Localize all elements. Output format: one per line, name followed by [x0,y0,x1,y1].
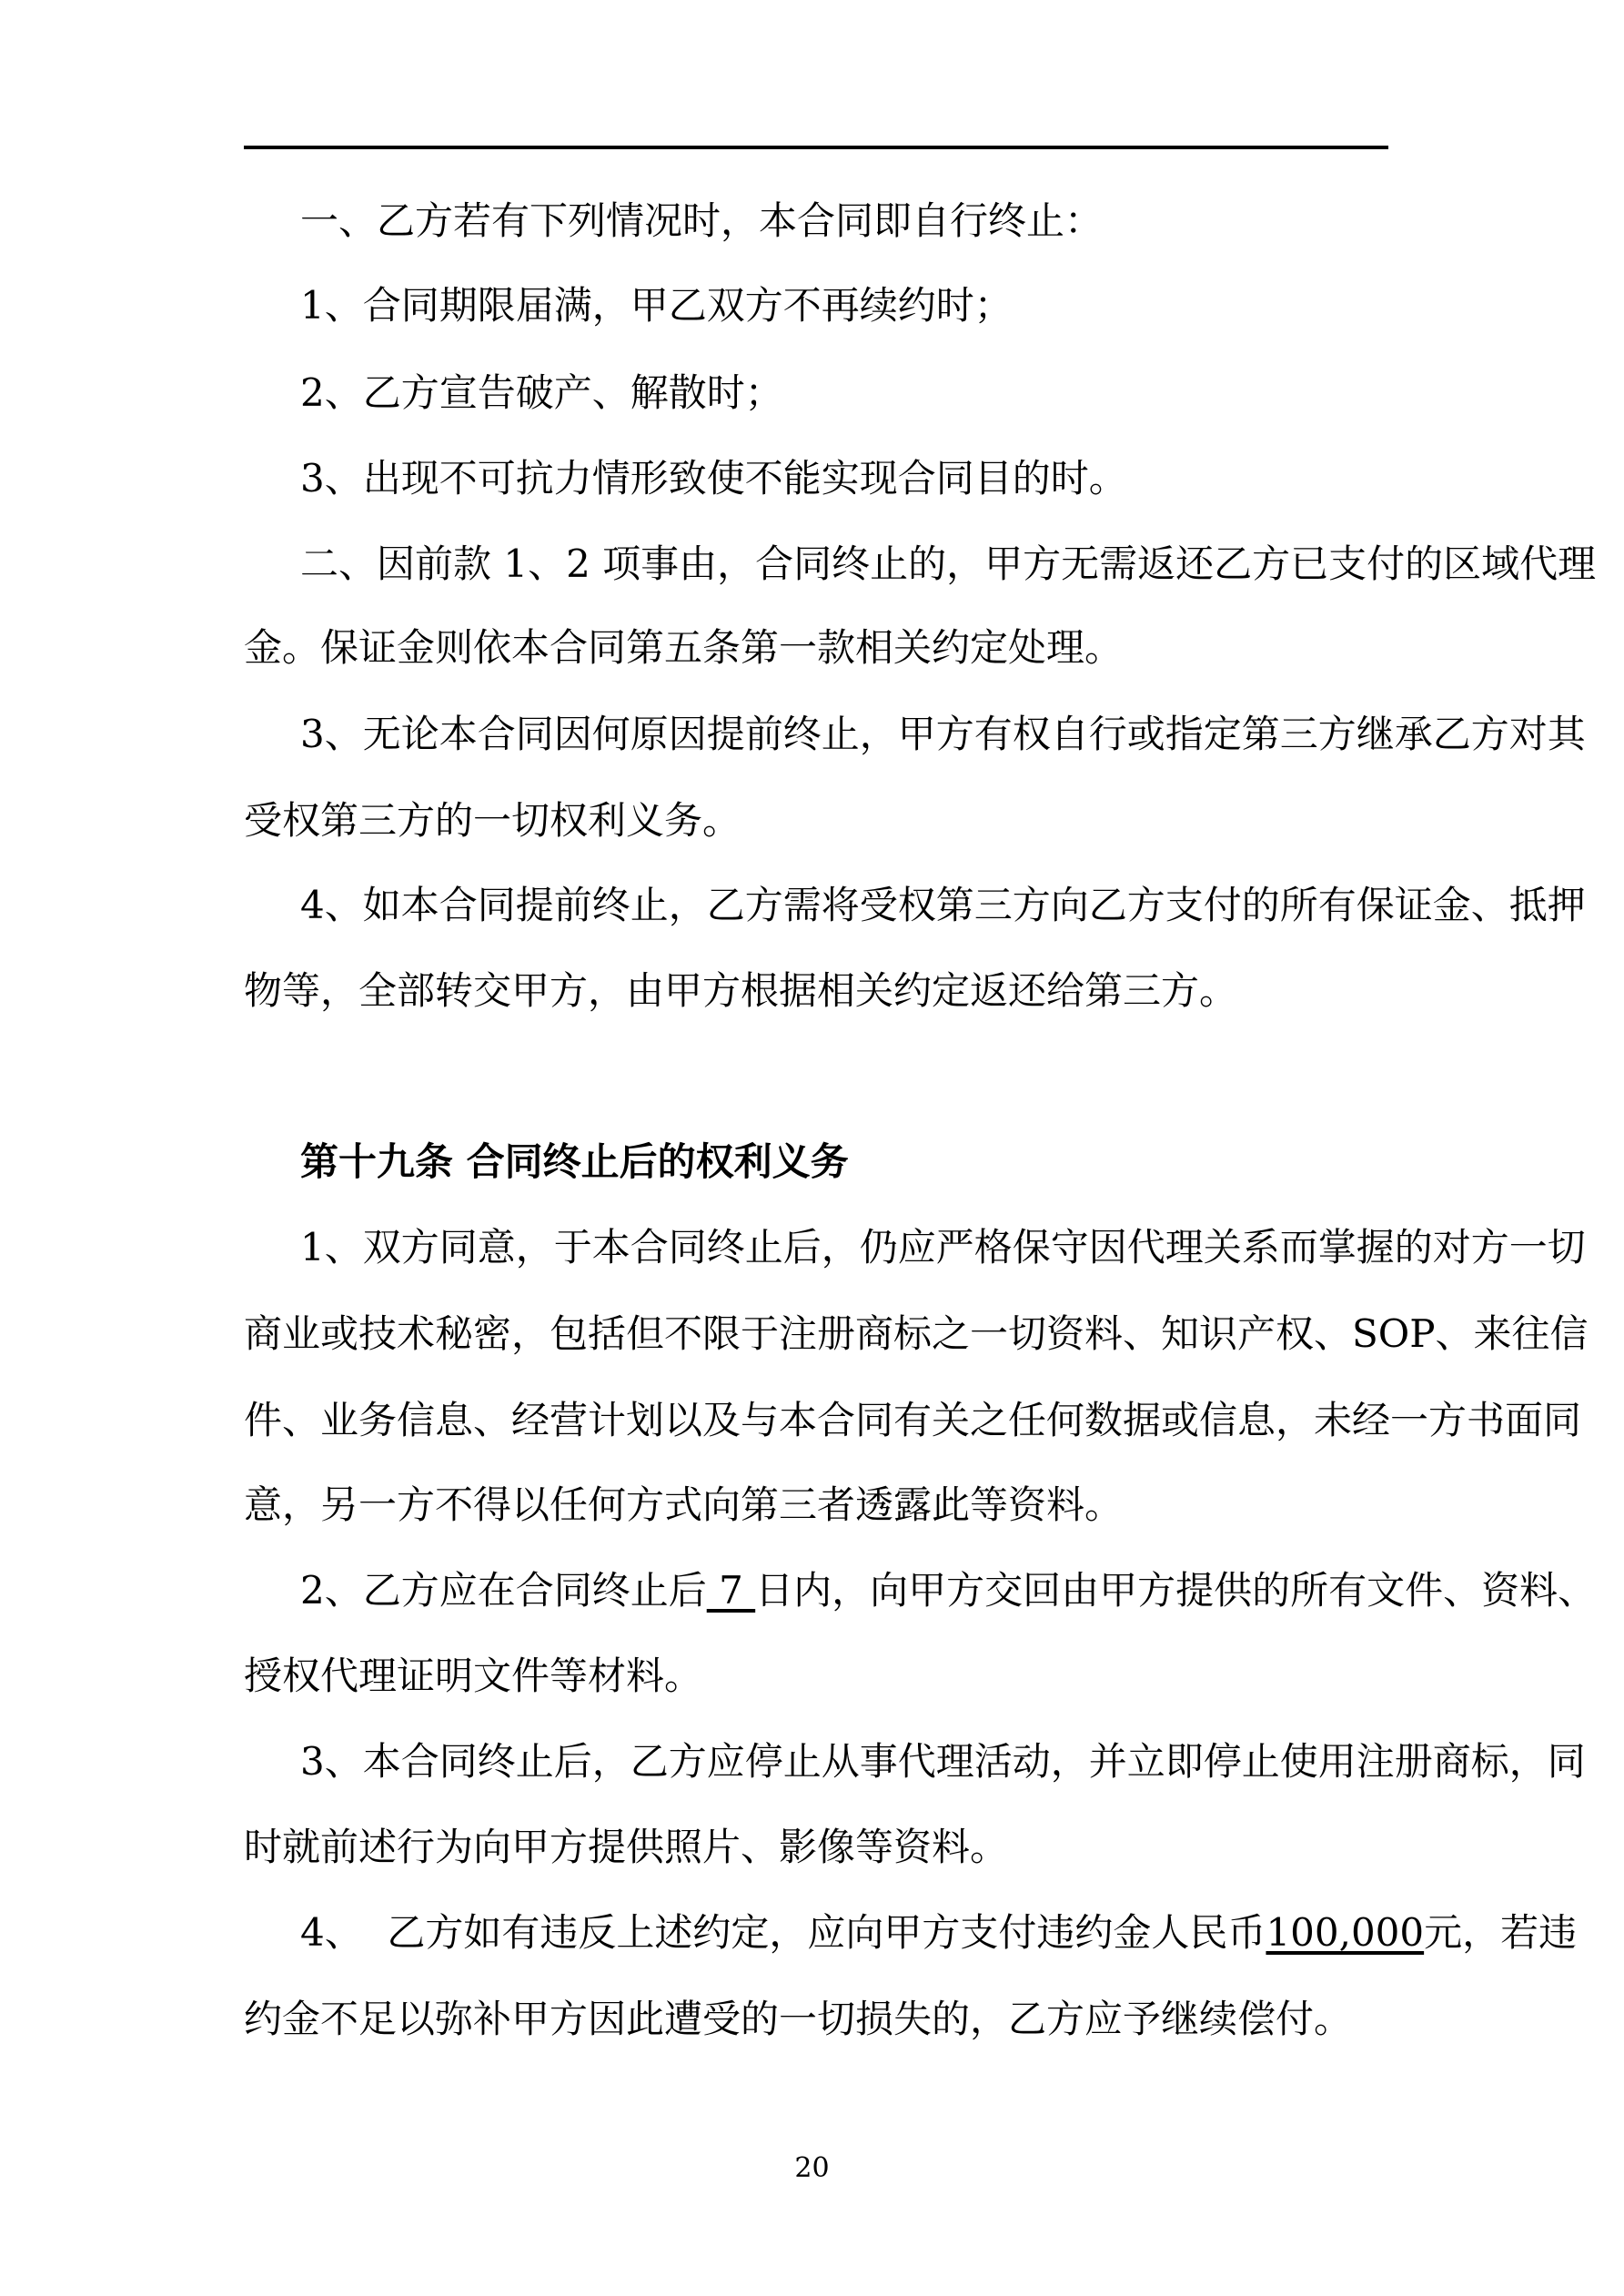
paragraph-line: 3、本合同终止后，乙方应停止从事代理活动，并立即停止使用注册商标，同 [300,1739,1586,1784]
paragraph-line: 二、因前款 1、2 项事由，合同终止的，甲方无需返还乙方已支付的区域代理 [300,541,1597,586]
paragraph-line: 2、乙方宣告破产、解散时； [300,370,783,415]
paragraph-line [300,1568,1597,1613]
paragraph-line: 约金不足以弥补甲方因此遭受的一切损失的，乙方应予继续偿付。 [244,1997,1353,2041]
line-text: 2、乙方应在合同终止后 [300,1568,707,1613]
paragraph-line: 金。保证金则依本合同第五条第一款相关约定处理。 [244,625,1124,670]
line-text: 元，若违 [1424,1910,1578,1955]
paragraph-line: 意，另一方不得以任何方式向第三者透露此等资料。 [244,1482,1124,1527]
section-heading: 第十九条 合同终止后的权利义务 [300,1139,849,1184]
paragraph-line: 商业或技术秘密，包括但不限于注册商标之一切资料、知识产权、SOP、来往信 [244,1311,1589,1356]
penalty-amount: 100,000 [1266,1910,1425,1955]
paragraph-line: 一、乙方若有下列情况时，本合同即自行终止： [300,198,1104,243]
paragraph-line: 物等，全部转交甲方，由甲方根据相关约定返还给第三方。 [244,968,1238,1013]
paragraph-line: 4、如本合同提前终止，乙方需将受权第三方向乙方支付的所有保证金、抵押 [300,883,1586,927]
paragraph-line: 3、出现不可抗力情形致使不能实现合同目的时。 [300,456,1127,501]
paragraph-line: 授权代理证明文件等材料。 [244,1654,703,1698]
paragraph-line: 件、业务信息、经营计划以及与本合同有关之任何数据或信息，未经一方书面同 [244,1398,1582,1442]
line-text: 4、 乙方如有违反上述约定，应向甲方支付违约金人民币 [300,1910,1266,1955]
paragraph-line: 时就前述行为向甲方提供照片、影像等资料。 [244,1825,1009,1869]
paragraph-line: 1、双方同意，于本合同终止后，仍应严格保守因代理关系而掌握的对方一切 [300,1225,1586,1269]
paragraph-line: 3、无论本合同因何原因提前终止，甲方有权自行或指定第三方继承乙方对其 [300,712,1586,756]
days-value: 7 [706,1568,756,1613]
paragraph-line [300,1910,1578,1956]
paragraph-line: 1、合同期限届满，甲乙双方不再续约时； [300,283,1013,328]
line-text: 日内，向甲方交回由甲方提供的所有文件、资料、 [755,1568,1597,1613]
paragraph-line: 受权第三方的一切权利义务。 [244,798,741,843]
header-rule [244,146,1388,149]
page-number: 20 [794,2152,830,2184]
